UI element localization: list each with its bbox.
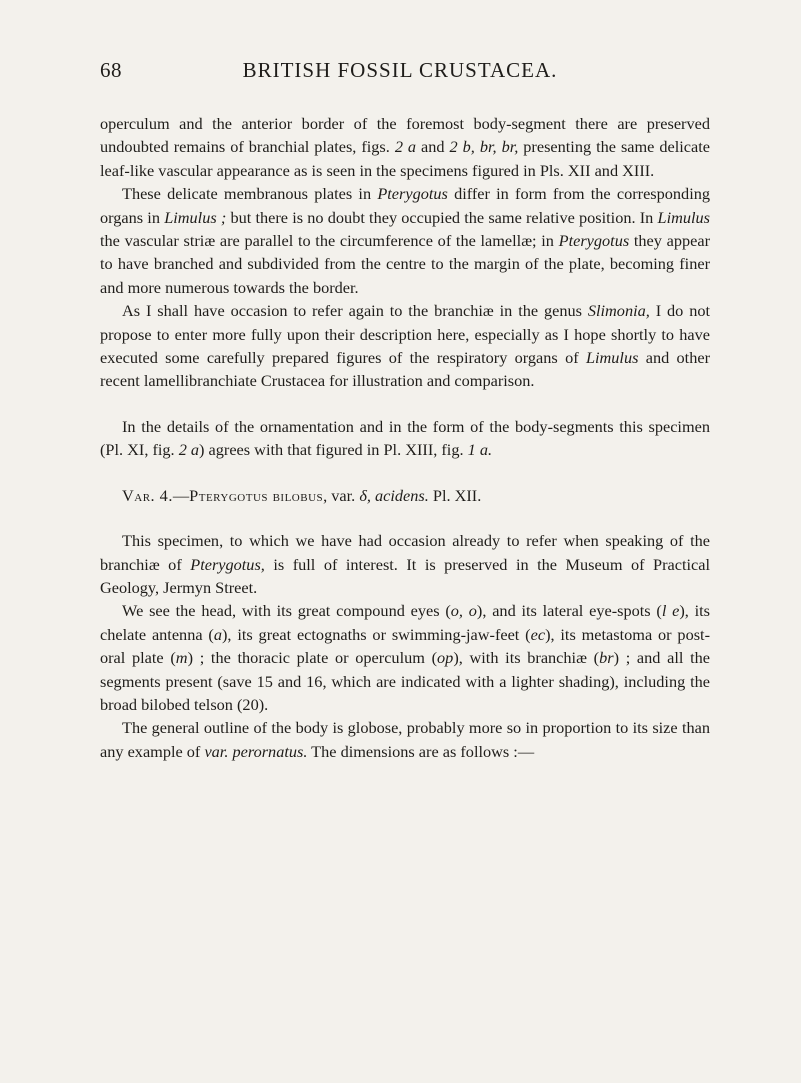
paragraph-3: As I shall have occasion to refer again to the branchiæ in the genus Slimonia, I do not propose to enter more fully upon their description here, especially as I hope shortly to have executed some carefully prepared figures of the respiratory organs of Limulus and other recent lamellibranchiate Crustacea for illustration and comparison. <box>100 301 711 391</box>
paragraph-5: This specimen, to which we have had occasion already to refer when speaking of the branchiæ of Pterygotus, is full of interest. It is preserved in the Museum of Practical Geology, Jermyn Street. <box>100 531 710 597</box>
body-text <box>100 112 710 763</box>
paragraph-2: These delicate membranous plates in Pterygotus differ in form from the corresponding organs in Limulus ; but there is no doubt they occupied the same relative position. In Limulus the vascular striæ are parallel to the circumference of the lamellæ; in Pterygotus they appear to have branched and subdivided from the centre to the margin of the plate, becoming finer and more numerous towards the border. <box>100 184 710 297</box>
paragraph-4: In the details of the ornamentation and in the form of the body-segments this specimen (Pl. XI, fig. 2 a) agrees with that figured in Pl. XIII, fig. 1 a. <box>100 416 710 460</box>
page-header <box>100 58 700 88</box>
section-heading: Var. 4.—Pterygotus bilobus, var. δ, acidens. Pl. XII. <box>122 485 482 505</box>
running-head: BRITISH FOSSIL CRUSTACEA. <box>242 58 558 82</box>
paragraph-1: operculum and the anterior border of the foremost body-segment there are preserved undoubted remains of branchial plates, figs. 2 a and 2 b, br, br, presenting the same delicate leaf-like vascular appearance as is seen in the specimens figured in Pls. XII and XIII. <box>100 114 710 180</box>
paragraph-6: We see the head, with its great compound eyes (o, o), and its lateral eye-spots (l e), its chelate antenna (a), its great ectognaths or swimming-jaw-feet (ec), its metastoma or post-oral plate (m) ; the thoracic plate or operculum (op), with its branchiæ (br) ; and all the segments present (save 15 and 16, which are indicated with a lighter shading), including the broad bilobed telson (20). <box>100 601 711 714</box>
paragraph-7: The general outline of the body is globose, probably more so in proportion to its size than any example of var. perornatus. The dimensions are as follows :— <box>100 718 710 761</box>
page-number: 68 <box>100 58 122 82</box>
